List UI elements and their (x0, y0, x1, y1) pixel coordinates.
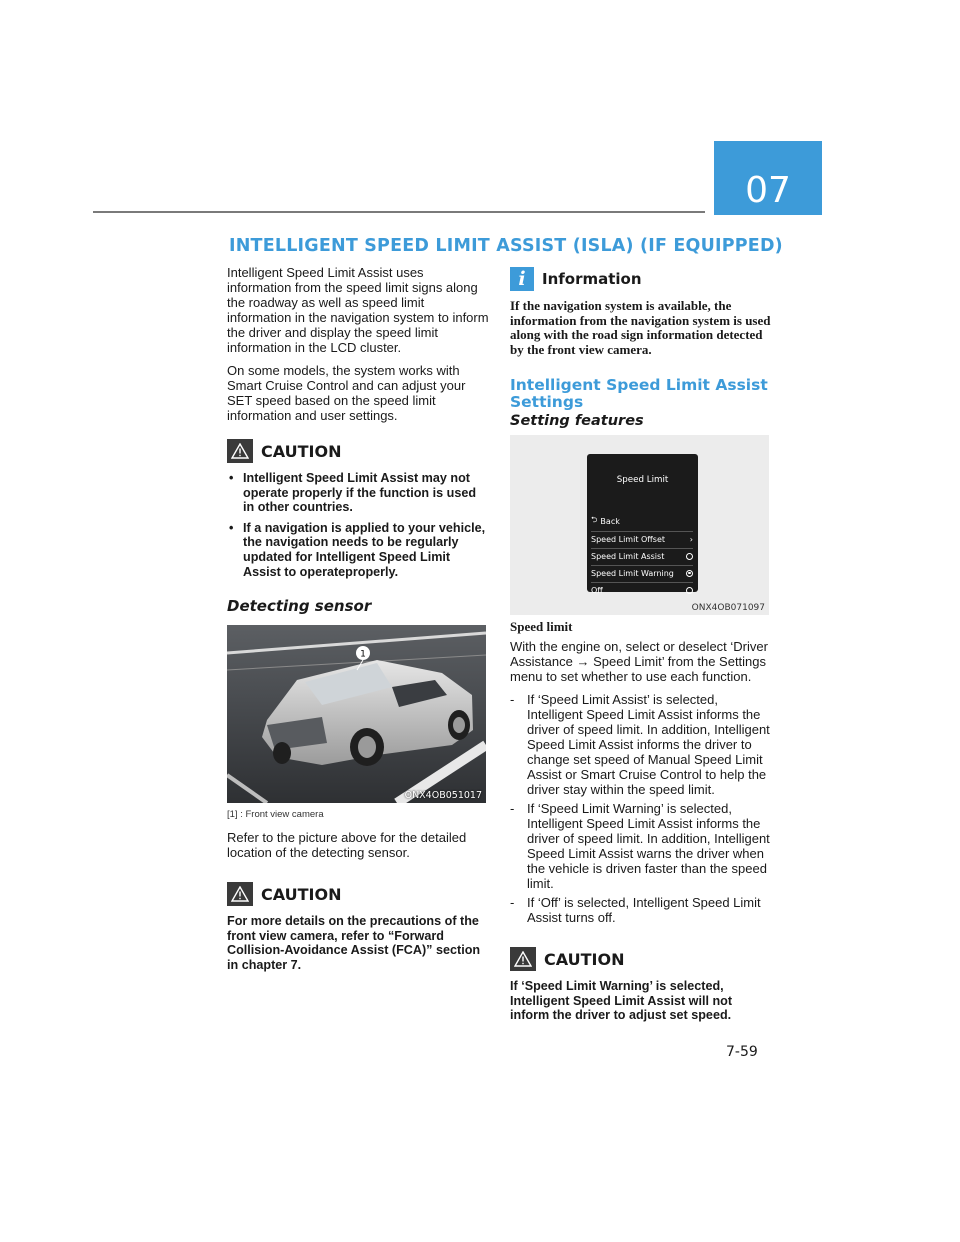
photo-marker: 1 (360, 649, 366, 660)
cluster-screen (587, 454, 698, 595)
cluster-screen-figure (510, 435, 769, 615)
radio-icon (686, 587, 693, 594)
screen-menu-item: Off (591, 583, 693, 597)
information-heading (510, 267, 772, 291)
screen-back-row (591, 514, 693, 528)
caution-heading-1 (227, 439, 489, 463)
radio-icon (686, 553, 693, 560)
screen-menu-item: Speed Limit Assist (591, 549, 693, 563)
caution-title: CAUTION (261, 441, 342, 461)
caution-text-2: For more details on the precautions of the front view camera, refer to “Forward Collision-Avoidance Assist (FCA)” section in chapter 7. (227, 914, 481, 972)
setting-features-heading: Setting features (510, 413, 644, 429)
chevron-right-icon: › (689, 534, 693, 544)
information-text: If the navigation system is available, the information from the navigation system is used along with the road sign information detected by the front view camera. (510, 298, 771, 357)
screen-back-label: Back (600, 516, 620, 526)
caution-heading-3 (510, 947, 772, 971)
section-title: INTELLIGENT SPEED LIMIT ASSIST (ISLA) (IF EQUIPPED) (229, 236, 783, 256)
caution-heading-2 (227, 882, 489, 906)
caution-item: • Intelligent Speed Limit Assist may not operate properly if the function is used in other countries. (227, 471, 489, 515)
information-title: Information (542, 270, 642, 288)
option-list (510, 692, 772, 925)
speed-limit-intro: With the engine on, select or deselect ‘Driver Assistance → Speed Limit’ from the Settings menu to set whether to use each function. (510, 639, 768, 684)
option-item: - If ‘Speed Limit Assist’ is selected, Intelligent Speed Limit Assist informs the driver of speed limit. In addition, Intelligent Speed Limit Assist informs the driver to change set speed of Manual Speed Limit Assist or Smart Cruise Control to help the driver stay within the speed limit. (510, 692, 772, 797)
vehicle-photo (227, 625, 486, 803)
warning-icon (227, 439, 253, 463)
speed-limit-label: Speed limit (510, 619, 573, 634)
caution-text-3: If ‘Speed Limit Warning’ is selected, Intelligent Speed Limit Assist will not inform the driver to adjust set speed. (510, 979, 733, 1023)
page-number: 7-59 (726, 1044, 758, 1060)
screen-menu-item: Speed Limit Offset › (591, 534, 693, 544)
intro-paragraph-2: On some models, the system works with Smart Cruise Control and can adjust your SET speed based on the speed limit information and user settings. (227, 363, 466, 423)
chapter-number: 07 (745, 170, 791, 211)
refer-paragraph: Refer to the picture above for the detailed location of the detecting sensor. (227, 830, 467, 861)
vehicle-illustration (227, 625, 486, 803)
caution-title: CAUTION (544, 949, 625, 969)
left-column (227, 265, 489, 981)
chapter-tab (714, 141, 822, 215)
intro-paragraph-1: Intelligent Speed Limit Assist uses information from the speed limit signs along the roadway as well as speed limit information in the navigation system to inform the driver and display the speed limit information in the LCD cluster. (227, 265, 489, 355)
settings-heading: Intelligent Speed Limit Assist Settings (510, 376, 768, 411)
photo-code: ONX4OB051017 (404, 790, 482, 802)
screen-title: Speed Limit (616, 475, 669, 485)
info-icon: i (510, 267, 534, 291)
warning-icon (227, 882, 253, 906)
back-arrow-icon: ⮌ (591, 515, 598, 524)
figure-code: ONX4OB071097 (691, 603, 765, 613)
option-item: - If ‘Speed Limit Warning’ is selected, Intelligent Speed Limit Assist informs the driver of speed limit. In addition, Intelligent Speed Limit Assist warns the driver when the vehicle is driven faster than the speed limit. (510, 801, 772, 891)
header-rule (93, 211, 705, 213)
caution-title: CAUTION (261, 884, 342, 904)
radio-selected-icon (686, 570, 693, 577)
caution-list (227, 471, 489, 579)
warning-icon (510, 947, 536, 971)
right-column (510, 267, 772, 1031)
option-item: - If ‘Off’ is selected, Intelligent Speed Limit Assist turns off. (510, 895, 772, 925)
detecting-sensor-heading: Detecting sensor (227, 597, 372, 616)
caution-item: • If a navigation is applied to your vehicle, the navigation needs to be regularly updated for Intelligent Speed Limit Assist to operateproperly. (227, 521, 489, 579)
screen-menu-item: Speed Limit Warning (591, 566, 693, 580)
photo-caption: [1] : Front view camera (227, 809, 324, 821)
